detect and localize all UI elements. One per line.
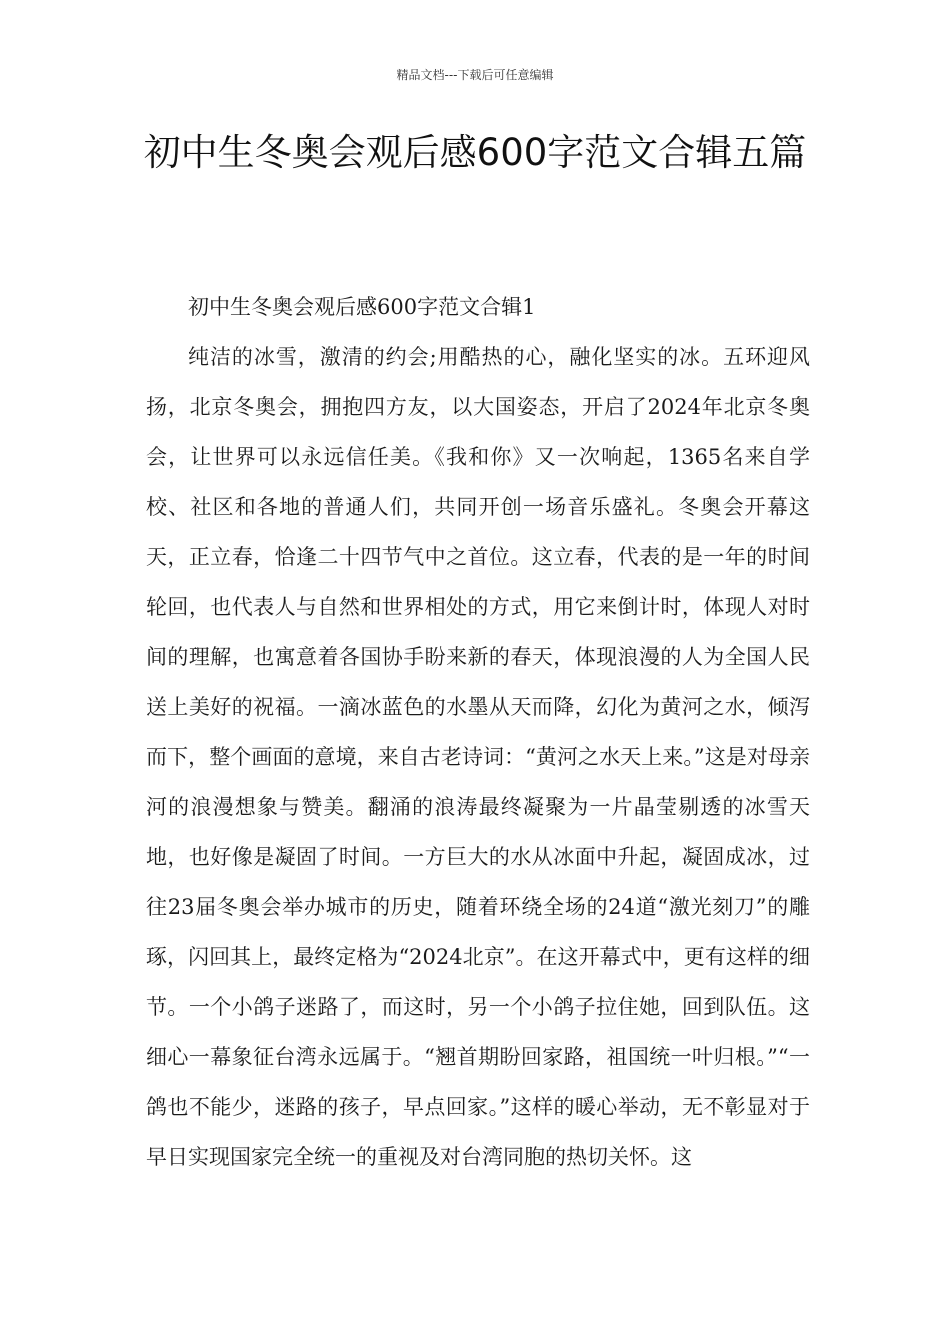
page-title: 初中生冬奥会观后感600字范文合辑五篇: [143, 131, 807, 174]
header-note: 精品文档---下载后可任意编辑: [396, 68, 554, 82]
paragraph: 纯洁的冰雪，激清的约会;用酷热的心，融化坚实的冰。五环迎风扬，北京冬奥会，拥抱四方友，以大国姿态，开启了2024年北京冬奥会，让世界可以永远信任美。《我和你》又一次响起，1365名来自学校、社区和各地的普通人们，共同开创一场音乐盛礼。冬奥会开幕这天，正立春，恰逢二十四节气中之首位。这立春，代表的是一年的时间轮回，也代表人与自然和世界相处的方式，用它来倒计时，体现人对时间的理解，也寓意着各国协手盼来新的春天，体现浪漫的人为全国人民送上美好的祝福。一滴冰蓝色的水墨从天而降，幻化为黄河之水，倾泻而下，整个画面的意境，来自古老诗词：“黄河之水天上来。”这是对母亲河的浪漫想象与赞美。翻涌的浪涛最终凝聚为一片晶莹剔透的冰雪天地，也好像是凝固了时间。一方巨大的水从冰面中升起，凝固成冰，过往23届冬奥会举办城市的历史，随着环绕全场的24道“激光刻刀”的雕琢，闪回其上，最终定格为“2024北京”。在这开幕式中，更有这样的细节。一个小鸽子迷路了，而这时，另一个小鸽子拉住她，回到队伍。这细心一幕象征台湾永远属于。“翘首期盼回家路，祖国统一叶归根。”“一鸽也不能少，迷路的孩子，早点回家。”这样的暖心举动，无不彰显对于早日实现国家完全统一的重视及对台湾同胞的热切关怀。这: [146, 345, 810, 1169]
document-body: [146, 282, 810, 1182]
section-heading: 初中生冬奥会观后感600字范文合辑1: [188, 295, 536, 319]
